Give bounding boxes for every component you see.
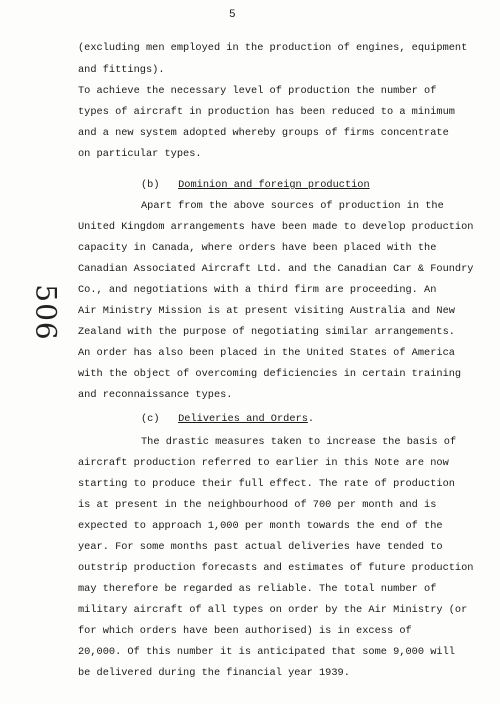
section-b-heading (141, 179, 370, 192)
text-line: outstrip production forecasts and estimates of future production (78, 562, 474, 574)
text-line: Apart from the above sources of production in the (141, 200, 444, 212)
text-line: (excluding men employed in the production of engines, equipment (78, 42, 468, 54)
text-line: Co., and negotiations with a third firm are proceeding. An (78, 284, 437, 296)
text-line: be delivered during the financial year 1939. (78, 667, 350, 679)
text-line: capacity in Canada, where orders have been placed with the (78, 242, 437, 254)
text-line: Air Ministry Mission is at present visiting Australia and New (78, 305, 455, 317)
section-marker: (c) (141, 413, 160, 425)
text-line: Zealand with the purpose of negotiating similar arrangements. (78, 326, 455, 338)
text-line: and fittings). (78, 64, 165, 76)
text-line: and reconnaissance types. (78, 389, 233, 401)
section-title-suffix: . (307, 413, 315, 425)
text-line: year. For some months past actual deliveries have tended to (78, 541, 443, 553)
section-c-heading (141, 413, 314, 426)
text-line: United Kingdom arrangements have been made to develop production (78, 221, 474, 233)
text-line: and a new system adopted whereby groups of firms concentrate (78, 127, 449, 139)
text-line: on particular types. (78, 148, 202, 160)
text-line: may therefore be regarded as reliable. The total number of (78, 583, 437, 595)
text-line: with the object of overcoming deficiencies in certain training (78, 368, 462, 380)
text-line: To achieve the necessary level of production the number of (78, 85, 437, 97)
section-marker: (b) (141, 179, 160, 191)
section-title: Dominion and foreign production (178, 179, 370, 191)
page-number: 5 (229, 9, 236, 21)
text-line: Canadian Associated Aircraft Ltd. and the Canadian Car & Foundry (78, 263, 474, 275)
section-title: Deliveries and Orders (178, 413, 308, 425)
text-line: military aircraft of all types on order by the Air Ministry (or (78, 604, 468, 616)
text-line: aircraft production referred to earlier in this Note are now (78, 457, 449, 469)
text-line: types of aircraft in production has been reduced to a minimum (78, 106, 455, 118)
text-line: The drastic measures taken to increase the basis of (141, 436, 457, 448)
handwritten-margin-note: 506 (29, 284, 63, 341)
text-line: 20,000. Of this number it is anticipated that some 9,000 will (78, 646, 455, 658)
text-line: starting to produce their full effect. The rate of production (78, 478, 455, 490)
text-line: An order has also been placed in the United States of America (78, 347, 455, 359)
text-line: expected to approach 1,000 per month towards the end of the (78, 520, 443, 532)
text-line: is at present in the neighbourhood of 700 per month and is (78, 499, 437, 511)
text-line: for which orders have been authorised) is in excess of (78, 625, 412, 637)
